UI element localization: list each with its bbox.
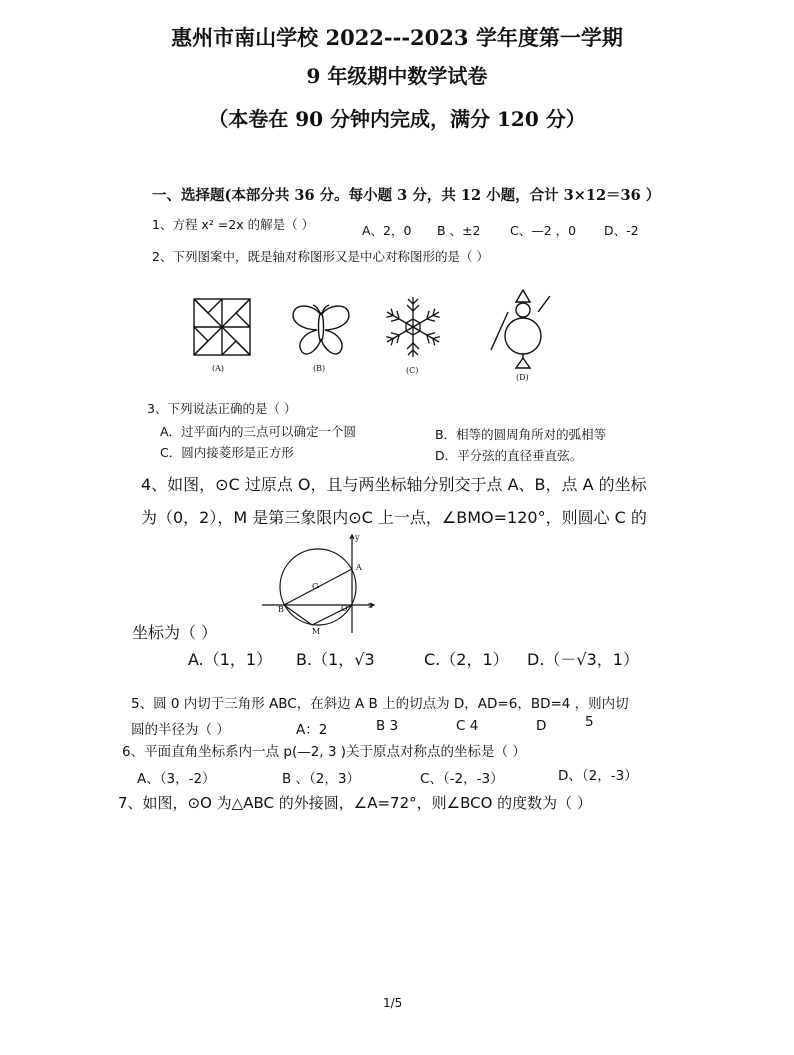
q1-option-b: B 、±2 — [437, 223, 481, 238]
q4-line2: 为（0，2），M 是第三象限内⊙C 上一点，∠BMO=120°，则圆心 C 的 — [141, 508, 647, 527]
q3-option-c: C．圆内接菱形是正方形 — [160, 445, 294, 460]
q4-fig-label-y: y — [355, 533, 360, 542]
q6-option-c: C、（-2，-3） — [420, 771, 504, 787]
q4-option-c: C.（2，1） — [424, 650, 509, 669]
q4-option-d: D.（－√3，1） — [527, 650, 639, 669]
exam-title-line3: （本卷在 90 分钟内完成，满分 120 分） — [208, 107, 586, 131]
q2-figure-b-label: (B) — [313, 364, 326, 373]
q5-line1: 5、圆 0 内切于三角形 ABC，在斜边 A B 上的切点为 D，AD=6，BD=4 ，则内切 — [131, 696, 629, 712]
exam-title-line1: 惠州市南山学校 2022---2023 学年度第一学期 — [171, 25, 623, 50]
q4-figure-circle-axes — [262, 533, 382, 635]
q4-fig-label-a: A — [356, 563, 362, 572]
q3-option-d: D．平分弦的直径垂直弦。 — [435, 448, 583, 463]
q2-figure-b-butterfly — [290, 303, 352, 358]
q5-line2: 圆的半径为（ ） — [131, 722, 230, 738]
q4-line1: 4、如图，⊙C 过原点 O，且与两坐标轴分别交于点 A、B，点 A 的坐标 — [141, 475, 647, 494]
q5-option-c: C 4 — [456, 718, 479, 734]
section-heading: 一、选择题(本部分共 36 分。每小题 3 分，共 12 小题，合计 3×12＝36 ） — [152, 187, 661, 204]
q4-fig-label-x: x — [368, 601, 373, 610]
q2-figure-c-label: (C) — [406, 366, 419, 375]
q4-fig-label-m: M — [312, 627, 321, 636]
q4-fig-label-b: B — [278, 605, 284, 614]
q2-figure-d-snowman — [488, 288, 558, 370]
q4-fig-label-c: C — [312, 582, 319, 591]
q5-option-d-value: 5 — [585, 714, 594, 730]
q5-option-b: B 3 — [376, 718, 399, 734]
q4-fig-label-o: O — [341, 604, 348, 613]
page-number: 1/5 — [383, 996, 403, 1010]
q4-line3: 坐标为（ ） — [132, 623, 218, 642]
q2-stem: 2、下列图案中，既是轴对称图形又是中心对称图形的是（ ） — [152, 249, 489, 264]
q2-figure-a-pinwheel — [192, 297, 252, 357]
q2-figure-a-label: (A) — [212, 364, 225, 373]
q6-option-b: B 、（2，3） — [282, 771, 360, 787]
q2-figure-d-label: (D) — [516, 373, 529, 382]
q4-option-a: A.（1，1） — [188, 650, 273, 669]
q1-stem: 1、方程 x² =2x 的解是（ ） — [152, 217, 315, 232]
q6-stem: 6、平面直角坐标系内一点 p(—2, 3 )关于原点对称点的坐标是（ ） — [122, 744, 526, 760]
q7-stem: 7、如图，⊙O 为△ABC 的外接圆，∠A=72°，则∠BCO 的度数为（ ） — [118, 794, 592, 812]
q1-option-a: A、2，0 — [362, 223, 412, 238]
q5-option-a: A：2 — [296, 722, 328, 738]
q4-option-b: B.（1，√3 — [296, 650, 375, 669]
q6-option-d: D、（2，-3） — [558, 768, 638, 784]
q2-figure-c-snowflake — [385, 295, 441, 359]
q1-option-d: D、-2 — [604, 223, 639, 238]
exam-title-line2: 9 年级期中数学试卷 — [306, 64, 488, 88]
q6-option-a: A、（3，-2） — [137, 771, 216, 787]
q3-option-a: A．过平面内的三点可以确定一个圆 — [160, 424, 357, 439]
q3-option-b: B．相等的圆周角所对的弧相等 — [435, 427, 607, 442]
q5-option-d: D — [536, 718, 547, 734]
q1-option-c: C、—2 ，0 — [510, 223, 577, 238]
q3-stem: 3、下列说法正确的是（ ） — [147, 401, 297, 416]
